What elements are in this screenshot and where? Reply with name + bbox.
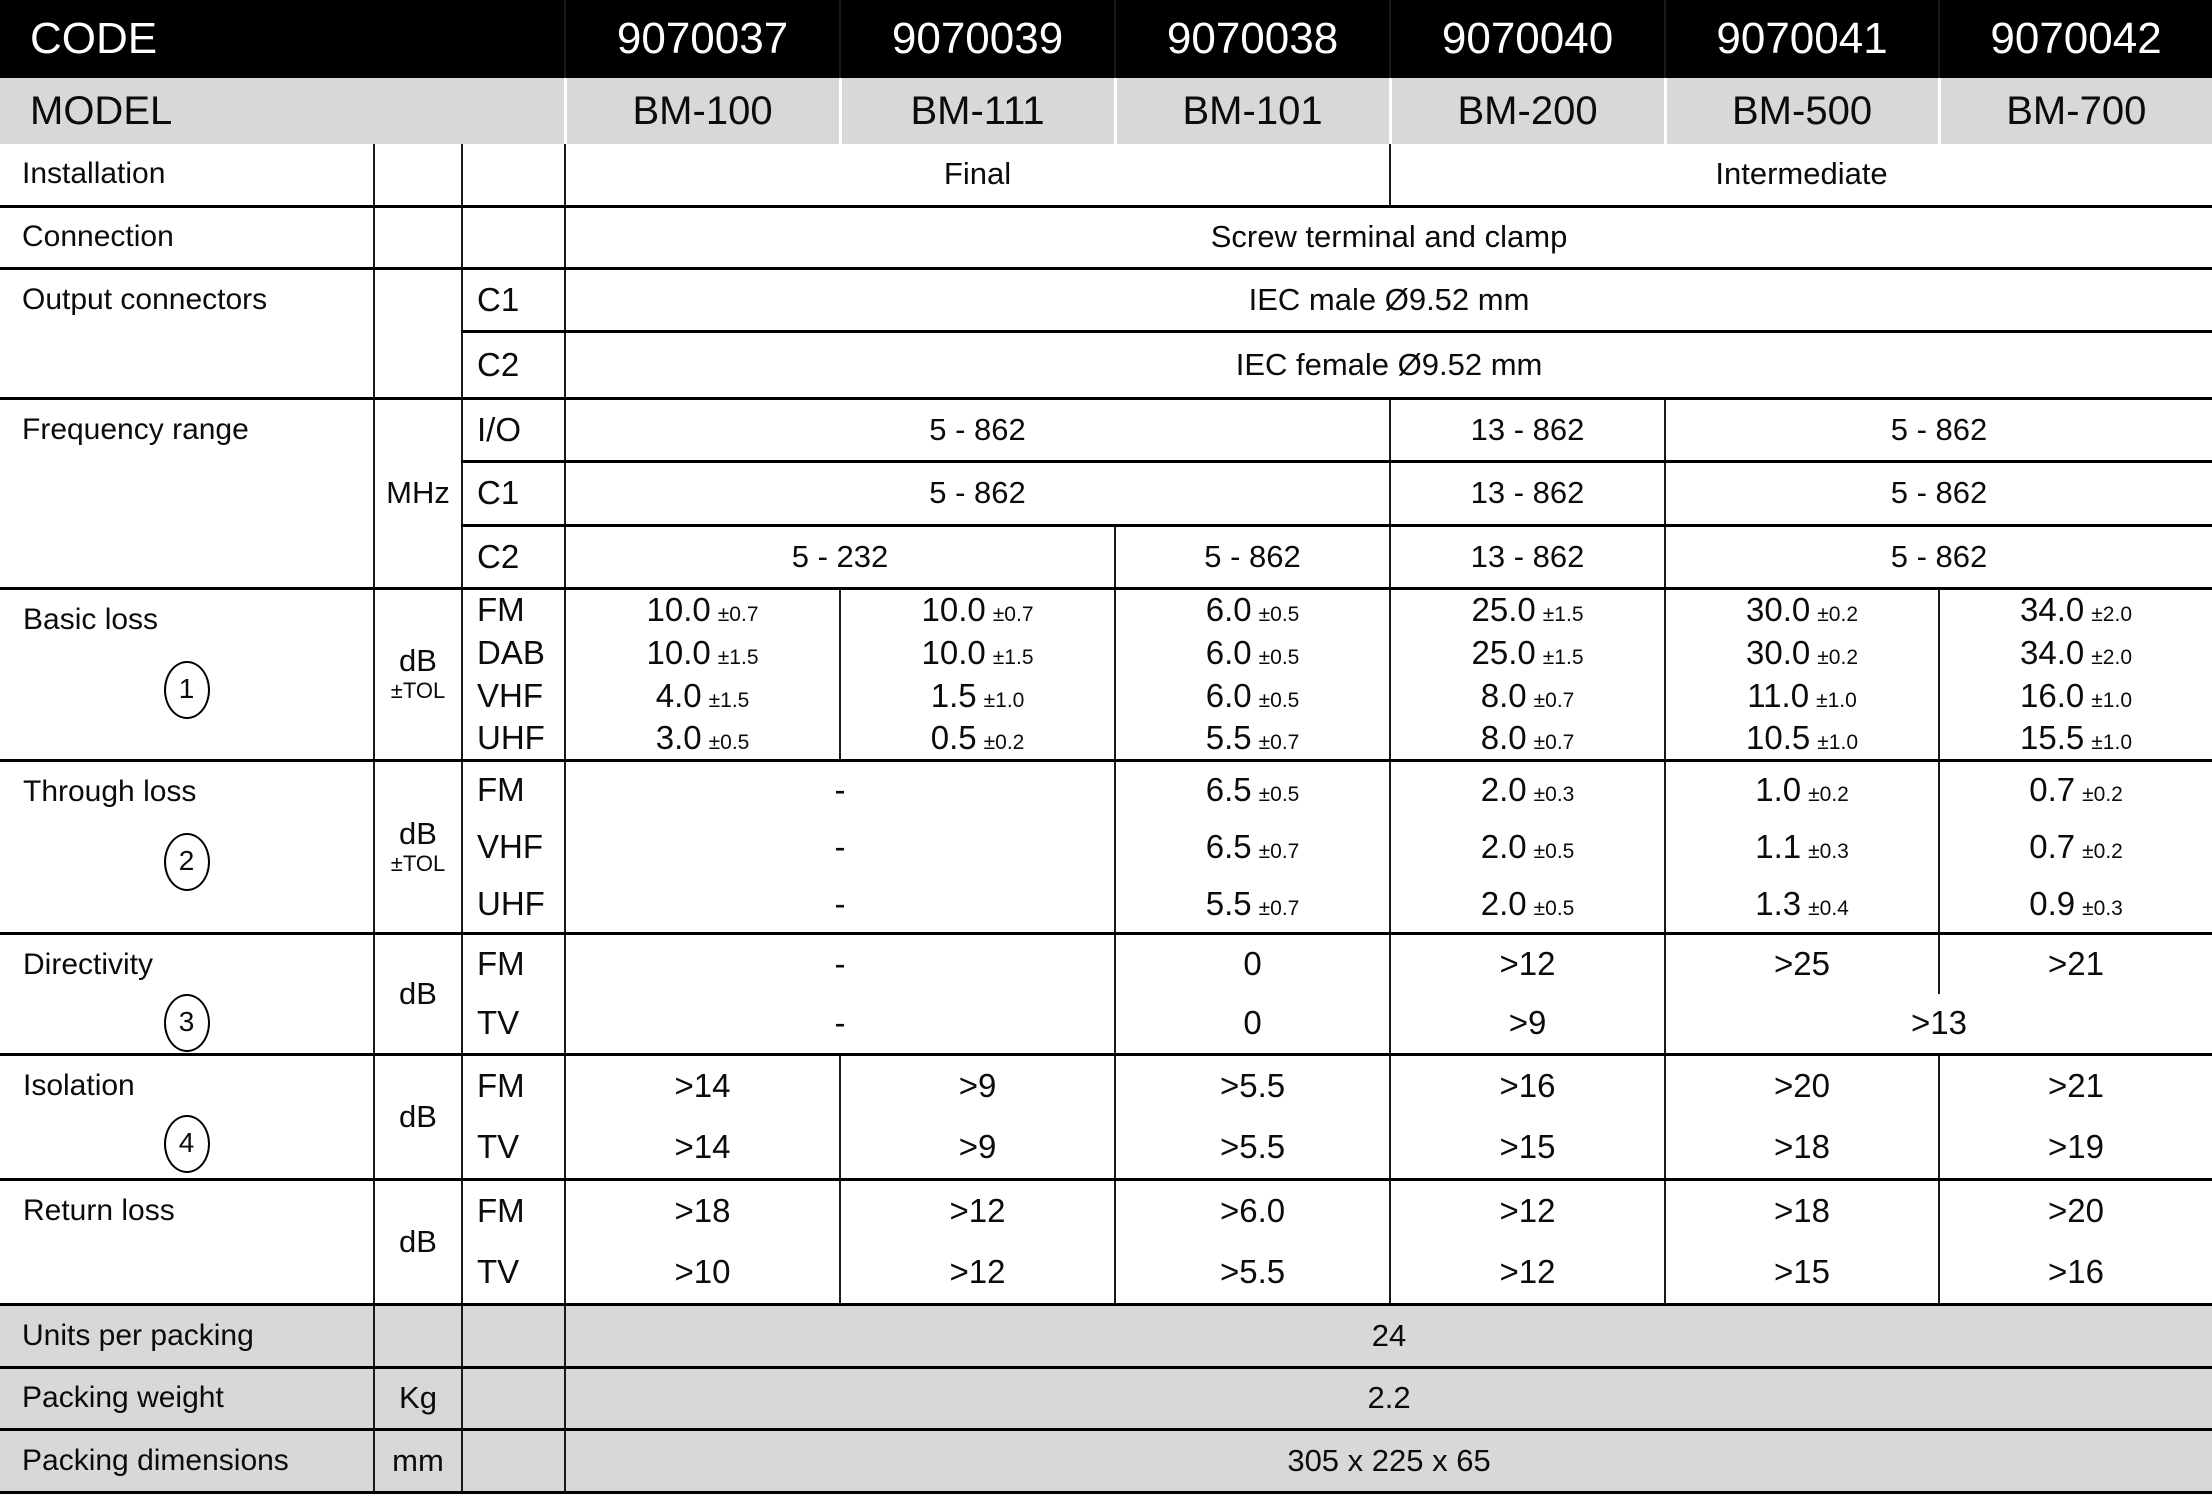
sub-label-c1: C1 [462, 461, 565, 525]
data-cell: >5.5 [1115, 1054, 1390, 1116]
data-cell: 10.5 ±1.0 [1665, 717, 1939, 760]
unit-cell-db: dB [374, 1054, 462, 1179]
data-cell: >20 [1939, 1179, 2212, 1241]
output-connectors-row-c1 [0, 268, 2212, 331]
data-cell: 10.0 ±0.7 [565, 588, 840, 631]
code-row-label: CODE [0, 0, 565, 78]
data-cell: 30.0 ±0.2 [1665, 631, 1939, 674]
sub-label-vhf: VHF [462, 818, 565, 876]
data-cell: >6.0 [1115, 1179, 1390, 1241]
code-cell: 9070037 [565, 0, 840, 78]
data-cell: >20 [1665, 1054, 1939, 1116]
data-cell: 34.0 ±2.0 [1939, 588, 2212, 631]
data-cell: 1.1 ±0.3 [1665, 818, 1939, 876]
data-cell: 2.0 ±0.5 [1390, 818, 1665, 876]
data-cell: >21 [1939, 933, 2212, 994]
data-cell: 8.0 ±0.7 [1390, 674, 1665, 717]
sub-label-uhf: UHF [462, 717, 565, 760]
model-cell: BM-100 [565, 78, 840, 144]
data-cell: 1.0 ±0.2 [1665, 760, 1939, 818]
data-cell: 10.0 ±1.5 [565, 631, 840, 674]
row-label-through-loss [0, 760, 374, 933]
unit-cell-mhz: MHz [374, 398, 462, 588]
data-cell: >12 [1390, 1241, 1665, 1304]
unit-db: dB [399, 815, 437, 851]
empty-cell [462, 1304, 565, 1367]
row-label-connection: Connection [0, 206, 374, 268]
output-c2-value-cell: IEC female Ø9.52 mm [565, 331, 2212, 398]
unit-cell-db-tol [374, 760, 462, 933]
row-label-frequency-range [0, 398, 374, 588]
sub-label-fm: FM [462, 1179, 565, 1241]
row-label-installation: Installation [0, 144, 374, 206]
data-cell: >19 [2048, 1127, 2105, 1165]
data-cell: 10.0 ±0.7 [840, 588, 1115, 631]
merged-dash-cell: - [565, 760, 1115, 818]
sub-label-vhf: VHF [462, 674, 565, 717]
unit-db: dB [399, 643, 437, 678]
model-cell: BM-500 [1665, 78, 1939, 144]
sub-label-tv: TV [462, 1241, 565, 1304]
data-cell: 13 - 862 [1390, 398, 1665, 461]
data-cell: >18 [1665, 1116, 1939, 1179]
sub-label-tv: TV [462, 994, 565, 1055]
unit-tol: ±TOL [390, 850, 446, 876]
model-cell: BM-111 [840, 78, 1115, 144]
data-cell: 6.5 ±0.7 [1115, 818, 1390, 876]
unit-tol: ±TOL [390, 678, 446, 703]
data-cell: 34.0 ±2.0 [2020, 633, 2132, 671]
data-cell: >12 [1390, 933, 1665, 994]
data-cell: 25.0 ±1.5 [1390, 631, 1665, 674]
data-cell: 0 [1115, 994, 1390, 1055]
row-label-packing-dimensions: Packing dimensions [0, 1429, 374, 1492]
data-cell: 0.9 ±0.3 [2029, 884, 2123, 922]
data-cell: 5 - 862 [1115, 525, 1390, 588]
merged-dash-cell: - [565, 994, 1115, 1055]
row-label-directivity [0, 933, 374, 1054]
data-cell: 5.5 ±0.7 [1115, 876, 1390, 933]
merged-dash-cell: - [565, 818, 1115, 876]
note-circle-2: 2 [164, 833, 210, 891]
model-cell: BM-700 [2006, 88, 2147, 133]
model-row [0, 78, 2212, 144]
directivity-label: Directivity [23, 947, 154, 981]
code-cell: 9070041 [1665, 0, 1939, 78]
sub-label-uhf: UHF [462, 876, 565, 933]
data-cell: 10.0 ±1.5 [840, 631, 1115, 674]
sub-label-tv: TV [462, 1116, 565, 1179]
data-cell: 5 - 862 [565, 461, 1390, 525]
sub-label-dab: DAB [462, 631, 565, 674]
connection-row [0, 206, 2212, 268]
data-cell: >16 [2048, 1252, 2105, 1290]
installation-row [0, 144, 2212, 206]
output-c1-value-cell: IEC male Ø9.52 mm [565, 268, 2212, 331]
isolation-label: Isolation [23, 1068, 135, 1102]
row-label-basic-loss [0, 588, 374, 760]
data-cell: >9 [840, 1116, 1115, 1179]
data-cell: 0.7 ±0.2 [2029, 828, 2123, 865]
sub-label-c2: C2 [462, 525, 565, 588]
data-cell: 25.0 ±1.5 [1390, 588, 1665, 631]
data-cell: >14 [565, 1116, 840, 1179]
row-label-output-connectors [0, 268, 374, 398]
data-cell: >12 [840, 1241, 1115, 1304]
data-cell: 2.0 ±0.5 [1390, 876, 1665, 933]
data-cell: 4.0 ±1.5 [565, 674, 840, 717]
empty-cell [374, 1304, 462, 1367]
note-circle-3: 3 [164, 994, 210, 1052]
code-cell: 9070042 [1990, 14, 2162, 63]
data-cell: 0.7 ±0.2 [1939, 760, 2212, 818]
data-cell: 11.0 ±1.0 [1665, 674, 1939, 717]
data-cell: >5.5 [1115, 1241, 1390, 1304]
units-per-packing-row [0, 1304, 2212, 1367]
data-cell: >18 [1665, 1179, 1939, 1241]
data-cell: >15 [1390, 1116, 1665, 1179]
data-cell: >9 [1390, 994, 1665, 1055]
empty-cell [462, 144, 565, 206]
connection-value-cell: Screw terminal and clamp [565, 206, 2212, 268]
basic-loss-label: Basic loss [23, 602, 159, 636]
merged-data-cell: >13 [1911, 1004, 1968, 1041]
code-cell: 9070038 [1115, 0, 1390, 78]
empty-cell [462, 206, 565, 268]
unit-cell-mm: mm [374, 1429, 462, 1492]
return-loss-row-fm [0, 1179, 2212, 1241]
units-per-packing-value: 24 [565, 1304, 2212, 1367]
directivity-row-fm [0, 933, 2212, 994]
installation-intermediate-cell: Intermediate [1715, 156, 1888, 192]
return-loss-label: Return loss [23, 1193, 175, 1227]
sub-label-fm: FM [462, 1054, 565, 1116]
unit-cell-db: dB [374, 933, 462, 1054]
data-cell: 6.0 ±0.5 [1115, 674, 1390, 717]
unit-cell-db: dB [374, 1179, 462, 1304]
data-cell: >25 [1665, 933, 1939, 994]
data-cell: 6.5 ±0.5 [1115, 760, 1390, 818]
data-cell: 13 - 862 [1390, 525, 1665, 588]
basic-loss-row-fm [0, 588, 2212, 631]
data-cell: 2.0 ±0.3 [1390, 760, 1665, 818]
data-cell: 5.5 ±0.7 [1115, 717, 1390, 760]
data-cell: >12 [840, 1179, 1115, 1241]
model-cell: BM-101 [1115, 78, 1390, 144]
code-cell: 9070039 [840, 0, 1115, 78]
row-label-return-loss [0, 1179, 374, 1304]
packing-weight-row [0, 1367, 2212, 1429]
unit-cell-kg: Kg [374, 1367, 462, 1429]
data-cell: 1.3 ±0.4 [1665, 876, 1939, 933]
sub-label-c1: C1 [462, 268, 565, 331]
through-loss-label: Through loss [23, 774, 197, 808]
code-cell: 9070040 [1390, 0, 1665, 78]
frequency-range-label: Frequency range [22, 412, 249, 446]
sub-label-fm: FM [462, 588, 565, 631]
sub-label-fm: FM [462, 933, 565, 994]
note-circle-4: 4 [164, 1115, 210, 1173]
empty-cell [462, 1367, 565, 1429]
data-cell: 0.5 ±0.2 [840, 717, 1115, 760]
data-cell: 0 [1115, 933, 1390, 994]
empty-cell [374, 206, 462, 268]
data-cell: 5 - 862 [1665, 398, 2212, 461]
through-loss-row-fm [0, 760, 2212, 818]
data-cell: 30.0 ±0.2 [1665, 588, 1939, 631]
data-cell: 3.0 ±0.5 [565, 717, 840, 760]
data-cell: 15.5 ±1.0 [2020, 718, 2132, 756]
installation-final-cell: Final [565, 144, 1390, 206]
empty-cell [374, 268, 462, 398]
data-cell: 13 - 862 [1390, 461, 1665, 525]
data-cell: >10 [565, 1241, 840, 1304]
code-row [0, 0, 2212, 78]
data-cell: >15 [1665, 1241, 1939, 1304]
data-cell: 5 - 862 [565, 398, 1390, 461]
packing-weight-value: 2.2 [565, 1367, 2212, 1429]
data-cell: >12 [1390, 1179, 1665, 1241]
data-cell: >21 [1939, 1054, 2212, 1116]
data-cell: 6.0 ±0.5 [1115, 631, 1390, 674]
data-cell: 5 - 862 [1665, 525, 2212, 588]
packing-dimensions-row [0, 1429, 2212, 1492]
model-row-label: MODEL [0, 78, 565, 144]
empty-cell [374, 144, 462, 206]
data-cell: 1.5 ±1.0 [840, 674, 1115, 717]
data-cell: 8.0 ±0.7 [1390, 717, 1665, 760]
merged-dash-cell: - [565, 876, 1115, 933]
data-cell: >14 [565, 1054, 840, 1116]
data-cell: >16 [1390, 1054, 1665, 1116]
sub-label-c2: C2 [462, 331, 565, 398]
empty-cell [462, 1429, 565, 1492]
frequency-row-io [0, 398, 2212, 461]
merged-dash-cell: - [565, 933, 1115, 994]
data-cell: 16.0 ±1.0 [2020, 676, 2132, 714]
row-label-isolation [0, 1054, 374, 1179]
data-cell: >5.5 [1115, 1116, 1390, 1179]
data-cell: 5 - 232 [565, 525, 1115, 588]
model-cell: BM-200 [1390, 78, 1665, 144]
data-cell: 6.0 ±0.5 [1115, 588, 1390, 631]
isolation-row-fm [0, 1054, 2212, 1116]
sub-label-io: I/O [462, 398, 565, 461]
packing-dimensions-value: 305 x 225 x 65 [565, 1429, 2212, 1492]
data-cell: >18 [565, 1179, 840, 1241]
note-circle-1: 1 [164, 661, 210, 719]
row-label-packing-weight: Packing weight [0, 1367, 374, 1429]
row-label-units-per-packing: Units per packing [0, 1304, 374, 1367]
sub-label-fm: FM [462, 760, 565, 818]
data-cell: >9 [840, 1054, 1115, 1116]
unit-cell-db-tol [374, 588, 462, 760]
data-cell: 5 - 862 [1665, 461, 2212, 525]
output-connectors-label: Output connectors [22, 282, 268, 316]
